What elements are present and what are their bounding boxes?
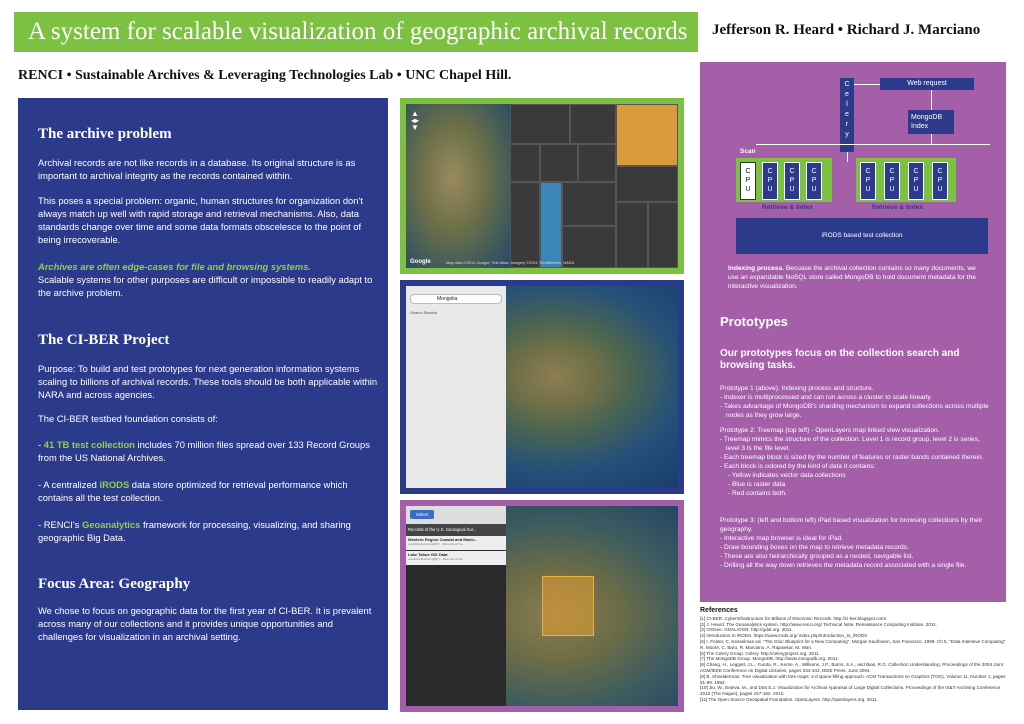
arrow (931, 134, 932, 144)
retrieve-index-label-1: Retrieve & Index (762, 204, 813, 211)
ciber-heading: The CI-BER Project (38, 332, 170, 348)
cpu-box: C P U (932, 162, 948, 200)
search-results-label: Search Results (410, 310, 438, 315)
ipad-toolbar (406, 506, 506, 524)
prototype-3-bullet: - Drilling all the way down retrieves the metadata record associated with a single file. (720, 562, 967, 569)
list-item[interactable] (406, 536, 506, 550)
prototype-2-color-yellow: - Yellow indicates vector data collections (728, 472, 846, 479)
ciber-bullet-2-emphasis: iRODS (99, 479, 130, 490)
ipad-sidebar (406, 286, 506, 488)
right-text-panel (700, 62, 1006, 602)
prototype-3-bullet: - These are also heirarchically grouped as a nested, navigable list. (720, 553, 914, 560)
cpu-box: C P U (806, 162, 822, 200)
treemap-cell-raster[interactable] (540, 182, 562, 268)
ciber-bullet-3-text: framework for processing, visualizing, and sharing geographic Big Data. (38, 519, 351, 543)
indexing-caption (728, 264, 984, 291)
treemap-cell[interactable] (540, 144, 578, 182)
list-item-subtitle: results/collection/rg057/... Records of the ... (408, 542, 466, 546)
cpu-box: C P U (860, 162, 876, 200)
map-attribution: Map data ©2011 Google, Tele Atlas, Imagery ©2011 TerraMetrics, NASA (446, 260, 575, 265)
ciber-bullet-1-text: includes 70 million files spread over 133 Record Groups from the US National Archives. (38, 439, 370, 463)
treemap-cell[interactable] (570, 104, 616, 144)
cpu-box: C P U (784, 162, 800, 200)
reference-item: [3] OSGeo. GDAL/OGR. http://gdal.org. 2011. (700, 627, 793, 633)
google-logo: Google (410, 259, 431, 265)
cpu-box-scan: C P U (740, 162, 756, 200)
reference-item: [1] CI-BER: Cyberinfrastructure for Billions of Electronic Records. http://ci-ber.blogspot.com/ (700, 615, 887, 621)
prototype-2-color-red: - Red contains both. (728, 490, 788, 497)
bounding-box-selection[interactable] (542, 576, 594, 636)
archive-paragraph-1: Archival records are not like records in a database. Its original structure is as important to archival integrity as the records contained within. (38, 157, 356, 181)
results-header: Records of the U.S. Geological Sur... (406, 524, 506, 536)
mongodb-index-box: MongoDB Index (908, 110, 954, 134)
reference-item: [8] Chang, H., Leggett, J.L., Furuta, R., Kerne, A., Williams, J.P., Burns, S.A., and Bias, R.G. Collection Understanding. Proceedings of the 2004 Joint ACM/IEEE Conference on Digital Libraries, pages 334-342, IEEE Press, June 2004. (700, 662, 1004, 673)
poster-title: A system for scalable visualization of geographic archival records (14, 12, 698, 52)
retrieve-index-label-2: Retrieve & Index (872, 204, 923, 211)
prototype-3-block (720, 516, 990, 570)
treemap-cell[interactable] (578, 144, 616, 182)
prototypes-subheading: Our prototypes focus on the collection search and browsing tasks. (720, 348, 960, 371)
archive-emphasis: Archives are often edge-cases for file and browsing systems. (38, 261, 312, 272)
treemap-cell[interactable] (648, 202, 678, 268)
irods-collection-box: iRODS based test collection (736, 218, 988, 254)
prototypes-heading: Prototypes (720, 314, 788, 329)
cpu-box: C P U (762, 162, 778, 200)
references-heading: References (700, 607, 738, 614)
treemap-cell-vector[interactable] (616, 104, 678, 166)
ciber-paragraph-2: The CI-BER testbed foundation consists of: (38, 413, 218, 424)
list-item-title: Lake Tahoe GIS Data (408, 552, 448, 557)
authors: Jefferson R. Heard • Richard J. Marciano (712, 22, 981, 38)
list-item-title: Western Region Coastal and Marin... (408, 537, 478, 542)
ciber-bullet-2 (38, 478, 378, 504)
ciber-bullet-3 (38, 518, 378, 544)
search-input[interactable]: Mongolia (410, 294, 502, 304)
prototype-1-block (720, 384, 990, 420)
prototype-3-title: Prototype 3: (left and bottom left) iPad based visualization for browsing collections by their geography. (720, 517, 983, 533)
ciber-bullet-2-prefix: - A centralized (38, 479, 100, 490)
archive-paragraph-3-text: Scalable systems for other purposes are difficult or impossible to readily adapt to the archive problem. (38, 274, 373, 298)
arrow (931, 90, 932, 110)
treemap[interactable] (510, 104, 678, 268)
treemap-cell[interactable] (616, 166, 678, 202)
prototype-2-block (720, 426, 990, 498)
treemap-cell[interactable] (562, 182, 616, 226)
archive-heading: The archive problem (38, 126, 172, 142)
focus-heading: Focus Area: Geography (38, 576, 191, 592)
reference-item: [4] Introduction to iRODS. https://www.irods.org/ index.php/Introduction_to_iRODS (700, 633, 868, 639)
archive-paragraph-3 (38, 260, 378, 299)
prototype-2-bullet: - Each block is colored by the kind of data it contains: (720, 463, 876, 470)
ipad-results-sidebar (406, 506, 506, 706)
reference-item: [2] J. Heard. The Geoanalytics system. http://www.renci.org/ Technical Note, Renaissance Computing Institute. 2011. (700, 621, 937, 627)
treemap-cell[interactable] (510, 104, 570, 144)
pan-zoom-control-icon[interactable]: ▲ ◂▸ ▼ (410, 109, 420, 132)
indexing-caption-text: Becuase the archival collection contains so many documents, we use an expandable NoSQL store called MongoDB to hold document metadata for the interactive visualization. (728, 265, 976, 290)
prototype-3-bullet: - Interactive map browser is ideal for iPad. (720, 535, 844, 542)
treemap-cell[interactable] (510, 144, 540, 182)
arrow (847, 152, 848, 162)
reference-item: [11] The Open Source Geospatial Foundation. OpenLayers. http://openlayers.org. 2011. (700, 696, 878, 702)
ciber-bullet-2-text: data store optimized for retrieval performance which contains all the test collection. (38, 479, 348, 503)
reference-item: [9] B. Shneiderman. Tree visualization with tree maps: 2-d space-filling approach. ACM Transactions on Graphics (TOG), Volume 11, Number 1, pages 91-99. 1992. (700, 673, 1006, 685)
list-item[interactable] (406, 551, 506, 565)
ciber-paragraph-1: Purpose: To build and test prototypes for next generation information systems scaling to billions of archival records. These tools should be both applicable within NARA and across agencies. (38, 363, 378, 400)
left-text-panel (18, 98, 388, 710)
treemap-cell[interactable] (616, 202, 648, 268)
ipad-us-map-frame (400, 500, 684, 712)
references (700, 608, 1010, 703)
reference-item: [6] The Celery Group. Celery. http://celeryproject.org. 2011. (700, 650, 821, 656)
web-request-box: Web request (880, 78, 974, 90)
treemap-map-frame (400, 98, 684, 274)
celery-box: C e l e r y (840, 78, 854, 152)
reference-item: [7] The MongoDB Group. MongoDB. http://www.mongodb.org. 2011. (700, 656, 839, 662)
ipad-us-map-view[interactable] (406, 506, 678, 706)
prototype-3-bullet: - Draw bounding boxes on the map to retrieve metadata records. (720, 544, 909, 551)
prototype-2-bullet: - Each treemap block is sized by the number of features or raster bands contained therein. (720, 454, 984, 461)
arrow (756, 144, 990, 145)
ipad-world-map-view[interactable] (406, 286, 678, 488)
focus-paragraph: We chose to focus on geographic data for the first year of CI-BER. It is prevalent across many of our collections and it provides unique opportunities and challenges for visualization in an archival setting. (38, 605, 372, 642)
list-item-subtitle: results/collection/rg057/... Records of the ... (408, 557, 466, 561)
prototype-1-bullet: - Takes advantage of MongoDB's sharding mechanism to expand collections across multiple nodes as they grow large. (720, 403, 989, 419)
indexing-caption-emphasis: Indexing process. (728, 265, 785, 272)
arrow (854, 84, 880, 85)
affiliation: RENCI • Sustainable Archives & Leveraging Technologies Lab • UNC Chapel Hill. (18, 68, 512, 83)
prototype-2-title: Prototype 2: Treemap (top left) - OpenLayers map linked view visualization. (720, 427, 940, 434)
ciber-bullet-1-prefix: - (38, 439, 44, 450)
treemap-cell[interactable] (510, 182, 540, 268)
reference-item: [10] Jiu, W., Esteva, M., and Dott S.J. Visualization for Archival Appraisal of Large Digital Collections. Proceedings of the IS&T Archiving Conference 2010 (The Hague), pages 157-162. 2010. (700, 685, 1001, 697)
map-base[interactable] (406, 104, 510, 268)
select-button[interactable]: Select (410, 510, 434, 519)
prototype-1-bullet: - Indexer is multiprocessed and can run across a cluster to scale linearly. (720, 394, 933, 401)
scan-label: Scan (740, 148, 756, 155)
prototype-1-title: Prototype 1 (above): Indexing process and structure. (720, 385, 874, 392)
cpu-box: C P U (908, 162, 924, 200)
reference-item: [5] I. Foster, C. Kesselman ed. "The Grid: Blueprint for a New Computing". Morgan Kaufmann, San Francisco. 1999. Ch 5, "Data Intensive Computing" R. Moore, C. Baru, R. Marciano, A. Rajasekar, M. Wan. (700, 638, 1006, 650)
archive-paragraph-2: This poses a special problem: organic, human structures for organization don't always match up well with rapid storage and retrieval mechanisms. Also, data standards change over time and some data formats obscelesce to the point of being irrecoverable. (38, 195, 363, 245)
ciber-bullet-3-prefix: - RENCI's (38, 519, 82, 530)
ciber-bullet-1 (38, 438, 378, 464)
ciber-bullet-1-emphasis: 41 TB test collection (43, 439, 135, 450)
treemap-map-view[interactable] (406, 104, 678, 268)
prototype-2-color-blue: - Blue is raster data (728, 481, 786, 488)
prototype-2-bullet: - Treemap mimics the structure of the collection. Level 1 is record group, level 2 is series, level 3 is the file level. (720, 436, 980, 452)
ipad-world-map-frame (400, 280, 684, 494)
ciber-bullet-3-emphasis: Geoanalytics (81, 519, 141, 530)
cpu-box: C P U (884, 162, 900, 200)
